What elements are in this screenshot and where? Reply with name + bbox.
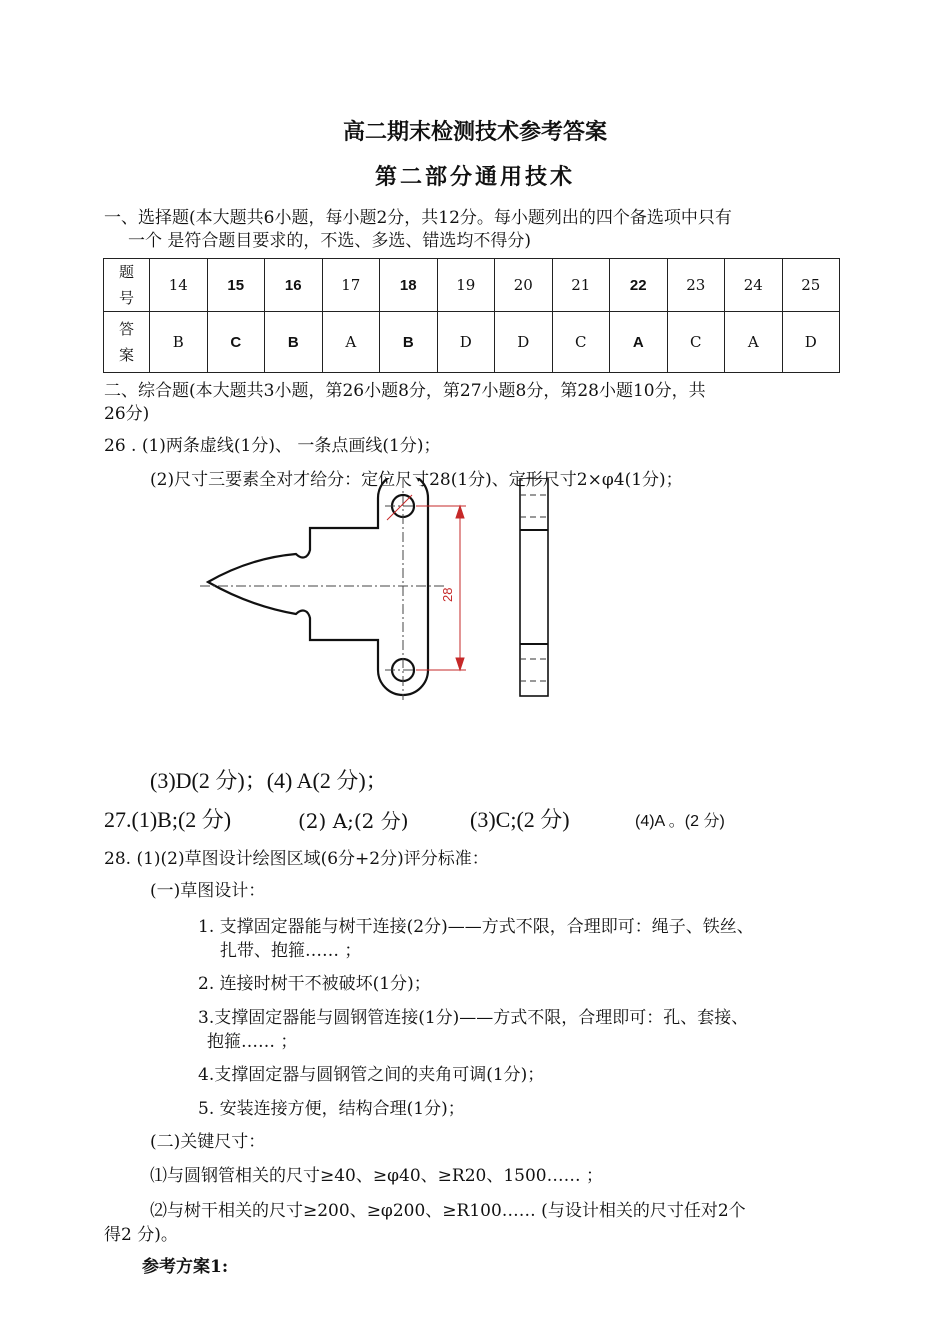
table-row-questions <box>104 259 840 312</box>
q28-item-1: 1. 支撑固定器能与树干连接(2分)——方式不限，合理即可：绳子、铁丝、 <box>198 917 754 937</box>
question-number: 25 <box>782 259 840 312</box>
dimension-label: 28 <box>440 587 455 602</box>
section1-line1: 一、选择题(本大题共6小题，每小题2分，共12分。每小题列出的四个备选项中只有 <box>104 208 732 228</box>
label-char: 题 <box>118 263 134 281</box>
answer-cell: A <box>322 312 380 373</box>
question-number: 19 <box>437 259 495 312</box>
answer-cell: A <box>725 312 783 373</box>
q28-dims-heading: (二)关键尺寸： <box>150 1132 266 1152</box>
row-label-answer <box>104 312 150 373</box>
answer-cell: B <box>150 312 208 373</box>
q27-answer-3: (3)C;(2 分) <box>470 807 570 832</box>
reference-plan-heading: 参考方案1: <box>142 1257 229 1277</box>
answer-table <box>103 258 840 373</box>
dimension-28 <box>387 495 466 670</box>
q28-sketch-heading: (一)草图设计： <box>150 881 266 901</box>
q28-dim-2-cont: 得2 分)。 <box>104 1225 178 1245</box>
answer-cell: C <box>552 312 610 373</box>
q27-answer-4: (4)A 。(2 分) <box>635 813 725 830</box>
section2-line1: 二、综合题(本大题共3小题，第26小题8分，第27小题8分，第28小题10分，共 <box>104 381 706 401</box>
q28-item-2: 2. 连接时树干不被破坏(1分)； <box>198 974 431 994</box>
q27-answer-1: 27.(1)B;(2 分) <box>104 807 232 832</box>
q28-item-1-cont: 扎带、抱箍…… ； <box>220 941 362 961</box>
q28-dim-1: ⑴与圆钢管相关的尺寸≥40、≥φ40、≥R20、1500…… ； <box>150 1166 603 1186</box>
q26-part3: (3)D(2 分)；(4) A(2 分)； <box>150 768 388 793</box>
label-char: 号 <box>118 289 134 307</box>
q28-item-3-cont: 抱箍…… ； <box>207 1032 298 1052</box>
row-label-question <box>104 259 150 312</box>
q26-part2: (2)尺寸三要素全对才给分：定位尺寸28(1分)、定形尺寸2×φ4(1分)； <box>150 470 683 490</box>
q28-intro: 28. (1)(2)草图设计绘图区域(6分+2分)评分标准： <box>104 849 489 869</box>
answer-cell: B <box>265 312 323 373</box>
question-number: 16 <box>265 259 323 312</box>
technical-drawing <box>190 478 570 703</box>
answer-cell: D <box>495 312 553 373</box>
q27-answer-2: (2) A;(2 分) <box>298 809 409 833</box>
answer-cell: C <box>667 312 725 373</box>
side-view <box>520 478 548 696</box>
question-number: 15 <box>207 259 265 312</box>
answer-cell: D <box>437 312 495 373</box>
q28-item-4: 4.支撑固定器与圆钢管之间的夹角可调(1分)； <box>198 1065 545 1085</box>
table-row-answers <box>104 312 840 373</box>
answer-cell: A <box>610 312 668 373</box>
question-number: 18 <box>380 259 438 312</box>
page-title: 高二期末检测技术参考答案 <box>342 120 607 145</box>
question-number: 17 <box>322 259 380 312</box>
question-number: 20 <box>495 259 553 312</box>
hidden-lines <box>520 495 548 681</box>
label-char: 答 <box>118 320 134 338</box>
q28-item-5: 5. 安装连接方便，结构合理(1分)； <box>198 1099 465 1119</box>
page-subtitle: 第二部分通用技术 <box>374 165 575 190</box>
q26-part1: 26 . (1)两条虚线(1分)、 一条点画线(1分)； <box>104 436 441 456</box>
question-number: 22 <box>610 259 668 312</box>
center-lines <box>200 478 445 700</box>
question-number: 23 <box>667 259 725 312</box>
section1-line2: 一个 是符合题目要求的，不选、多选、错选均不得分) <box>128 231 532 251</box>
answer-cell: B <box>380 312 438 373</box>
question-number: 14 <box>150 259 208 312</box>
answer-cell: C <box>207 312 265 373</box>
q28-item-3: 3.支撑固定器能与圆钢管连接(1分)——方式不限，合理即可：孔、套接、 <box>198 1008 749 1028</box>
question-number: 24 <box>725 259 783 312</box>
section2-line2: 26分) <box>104 404 150 424</box>
question-number: 21 <box>552 259 610 312</box>
answer-cell: D <box>782 312 840 373</box>
label-char: 案 <box>118 346 134 364</box>
q28-dim-2: ⑵与树干相关的尺寸≥200、≥φ200、≥R100…… (与设计相关的尺寸任对2个 <box>150 1201 746 1221</box>
